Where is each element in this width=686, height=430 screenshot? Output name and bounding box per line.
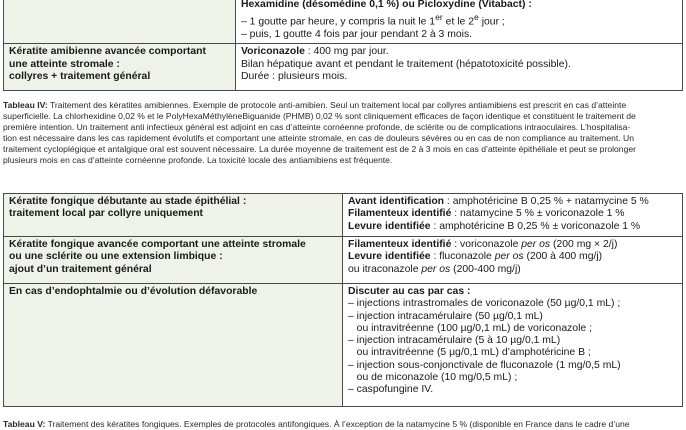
table-cell-left: Kératite amibienne avancée comportant une atteinte stromale : collyres + traitement général: [4, 44, 236, 91]
table-cell-right: [236, 0, 683, 44]
table-caption: Tableau IV: Traitement des kératites amibiennes. Exemple de protocole anti-amibien. Seul un traitement local par collyres antiamibiens est prescrit en cas d’atteinte superficielle. La chlorhexidine 0,02 % et le PolyHexaMéthylèneBiguanide (PHMB) 0,02 % sont cliniquement efficaces de façon identique et constituent le traitement de première intention. Un traitement anti infectieux général est adjoint en cas d’atteinte cornéenne profonde, de sclérite ou de complications intraoculaires. L’hospitalisa- tion est nécessaire dans les cas rapidement évolutifs et comportant une atteinte stromale, en cas de douleurs sévères ou en cas de non compliance au traitement. Un traitement cycloplégique et antalgique oral est souvent nécessaire. La durée moyenne de traitement est de 2 à 3 mois en cas d’atteinte épithéliale et peut se prolonger plusieurs mois en cas d’atteinte cornéenne profonde. La toxicité locale des antiamibiens est fréquente.: [3, 100, 636, 165]
treatment-line: – 1 goutte par heure, y compris la nuit le 1er et le 2e jour ;: [241, 12, 505, 28]
table-row: [4, 44, 683, 91]
table-row: [4, 284, 683, 407]
table-cell-right: Avant identification : amphotéricine B 0,25 % + natamycine 5 % Filamenteux identifié : natamycine 5 % ± voriconazole 1 % Levure identifiée : amphotéricine B 0,25 % ± voriconazole 1 %: [343, 194, 683, 237]
treatment-line: Voriconazole : 400 mg par jour.: [241, 46, 389, 58]
treatment-line: – puis, 1 goutte 4 fois par jour pendant 2 à 3 mois.: [241, 29, 473, 41]
treatment-heading: Hexamidine (désomédine 0,1 %) ou Picloxydine (Vitabact) :: [241, 0, 532, 10]
table-cell-left: [4, 0, 236, 44]
table-caption: Tableau V: Traitement des kératites fongiques. Exemples de protocoles antifongiques. À l’exception de la natamycine 5 % (disponible en France dans le cadre d’une: [3, 419, 630, 429]
table-row: [4, 194, 683, 237]
table-cell-right: [236, 44, 683, 91]
fungal-keratitis-table: [3, 193, 683, 407]
table-row: [4, 237, 683, 284]
table-cell-left: En cas d’endophtalmie ou d’évolution défavorable: [4, 284, 343, 407]
table-cell-left: Kératite fongique avancée comportant une atteinte stromale ou une sclérite ou une extension limbique : ajout d’un traitement général: [4, 237, 343, 284]
table-row: [4, 0, 683, 44]
table-cell-right: Filamenteux identifié : voriconazole per os (200 mg × 2/j) Levure identifiée : fluconazole per os (200 à 400 mg/j) ou itraconazole per os (200-400 mg/j): [343, 237, 683, 284]
table-cell-left: Kératite fongique débutante au stade épithélial : traitement local par collyre uniquement: [4, 194, 343, 237]
treatment-line: Durée : plusieurs mois.: [241, 70, 348, 82]
amoebic-keratitis-table: [3, 0, 683, 91]
table-cell-right: Discuter au cas par cas : – injections intrastromales de voriconazole (50 µg/0,1 mL) ; – injection intracamérulaire (50 µg/0,1 mL) ou intravitréenne (100 µg/0,1 mL) de voriconazole ; – injection intracamérulaire (5 à 10 µg/0,1 mL) ou intravitréenne (5 µg/0,1 mL) d’amphotéricine B ; – injection sous-conjonctivale de fluconazole (1 mg/0,5 mL) ou de miconazole (10 mg/0,5 mL) ; – caspofungine IV.: [343, 284, 683, 407]
treatment-line: Bilan hépatique avant et pendant le traitement (hépatotoxicité possible).: [241, 58, 571, 70]
